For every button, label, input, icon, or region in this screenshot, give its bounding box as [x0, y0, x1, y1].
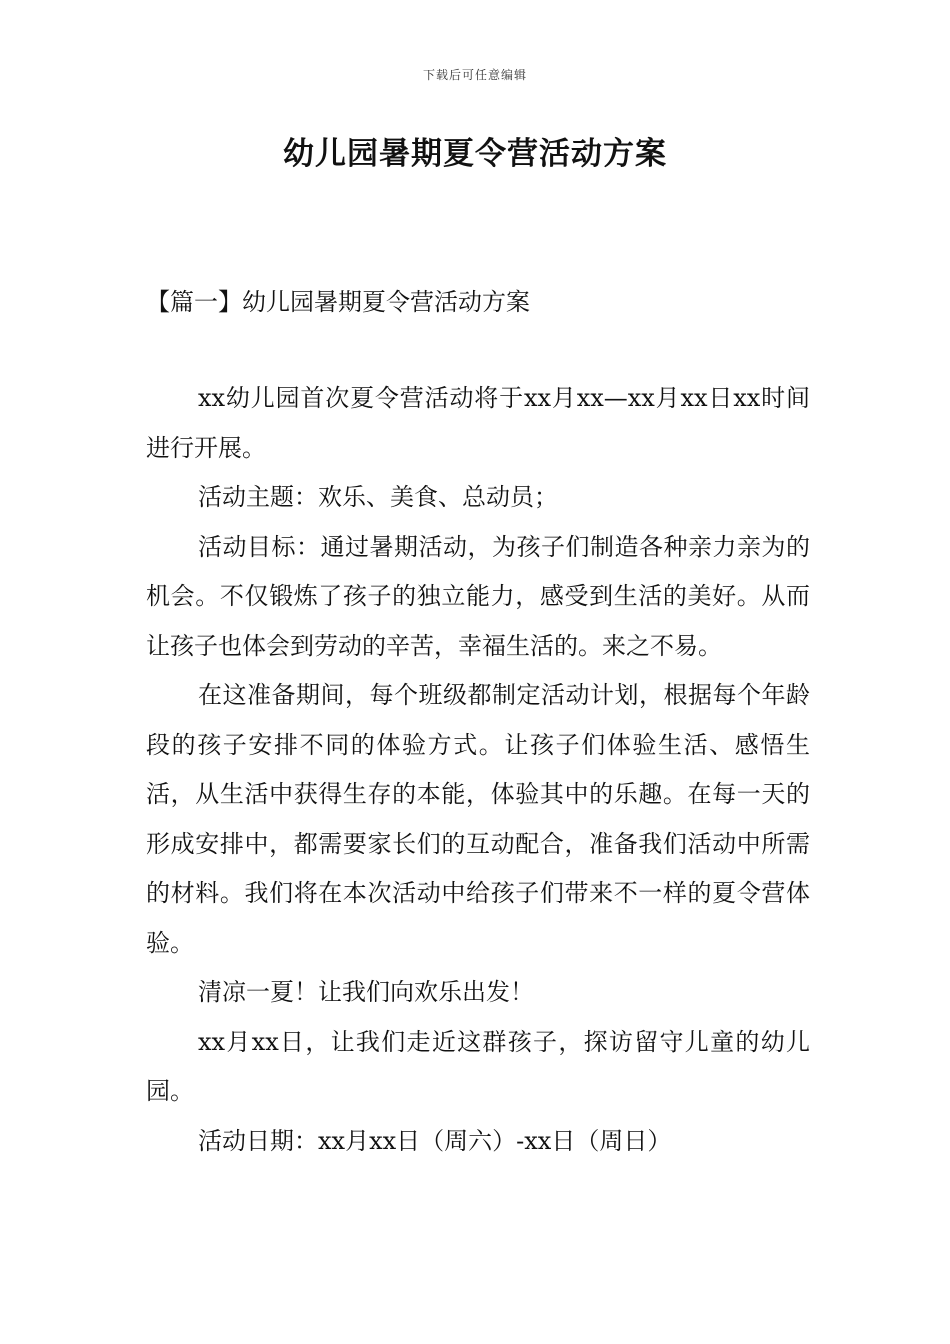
document-body: [146, 374, 810, 1166]
paragraph-theme: 活动主题：欢乐、美食、总动员；: [198, 483, 558, 511]
paragraph-visit: xx月xx日，让我们走近这群孩子，探访留守儿童的幼儿园。: [146, 1027, 810, 1105]
paragraph-dates: 活动日期：xx月xx日（周六）-xx日（周日）: [198, 1126, 672, 1155]
header-note: 下载后可任意编辑: [422, 68, 527, 82]
paragraph-preparation: 在这准备期间，每个班级都制定活动计划，根据每个年龄段的孩子安排不同的体验方式。让孩子们体验生活、感悟生活，从生活中获得生存的本能，体验其中的乐趣。在每一天的形成安排中，都需要家长们的互动配合，准备我们活动中所需的材料。我们将在本次活动中给孩子们带来不一样的夏令营体验。: [146, 681, 810, 957]
section-heading: 【篇一】幼儿园暑期夏令营活动方案: [146, 288, 530, 316]
paragraph-goal: 活动目标：通过暑期活动，为孩子们制造各种亲力亲为的机会。不仅锻炼了孩子的独立能力，感受到生活的美好。从而让孩子也体会到劳动的辛苦，幸福生活的。来之不易。: [146, 532, 810, 660]
paragraph-schedule: xx幼儿园首次夏令营活动将于xx月xx—xx月xx日xx时间进行开展。: [146, 384, 810, 462]
document-title: 幼儿园暑期夏令营活动方案: [283, 136, 667, 172]
paragraph-slogan: 清凉一夏！让我们向欢乐出发！: [198, 978, 534, 1006]
